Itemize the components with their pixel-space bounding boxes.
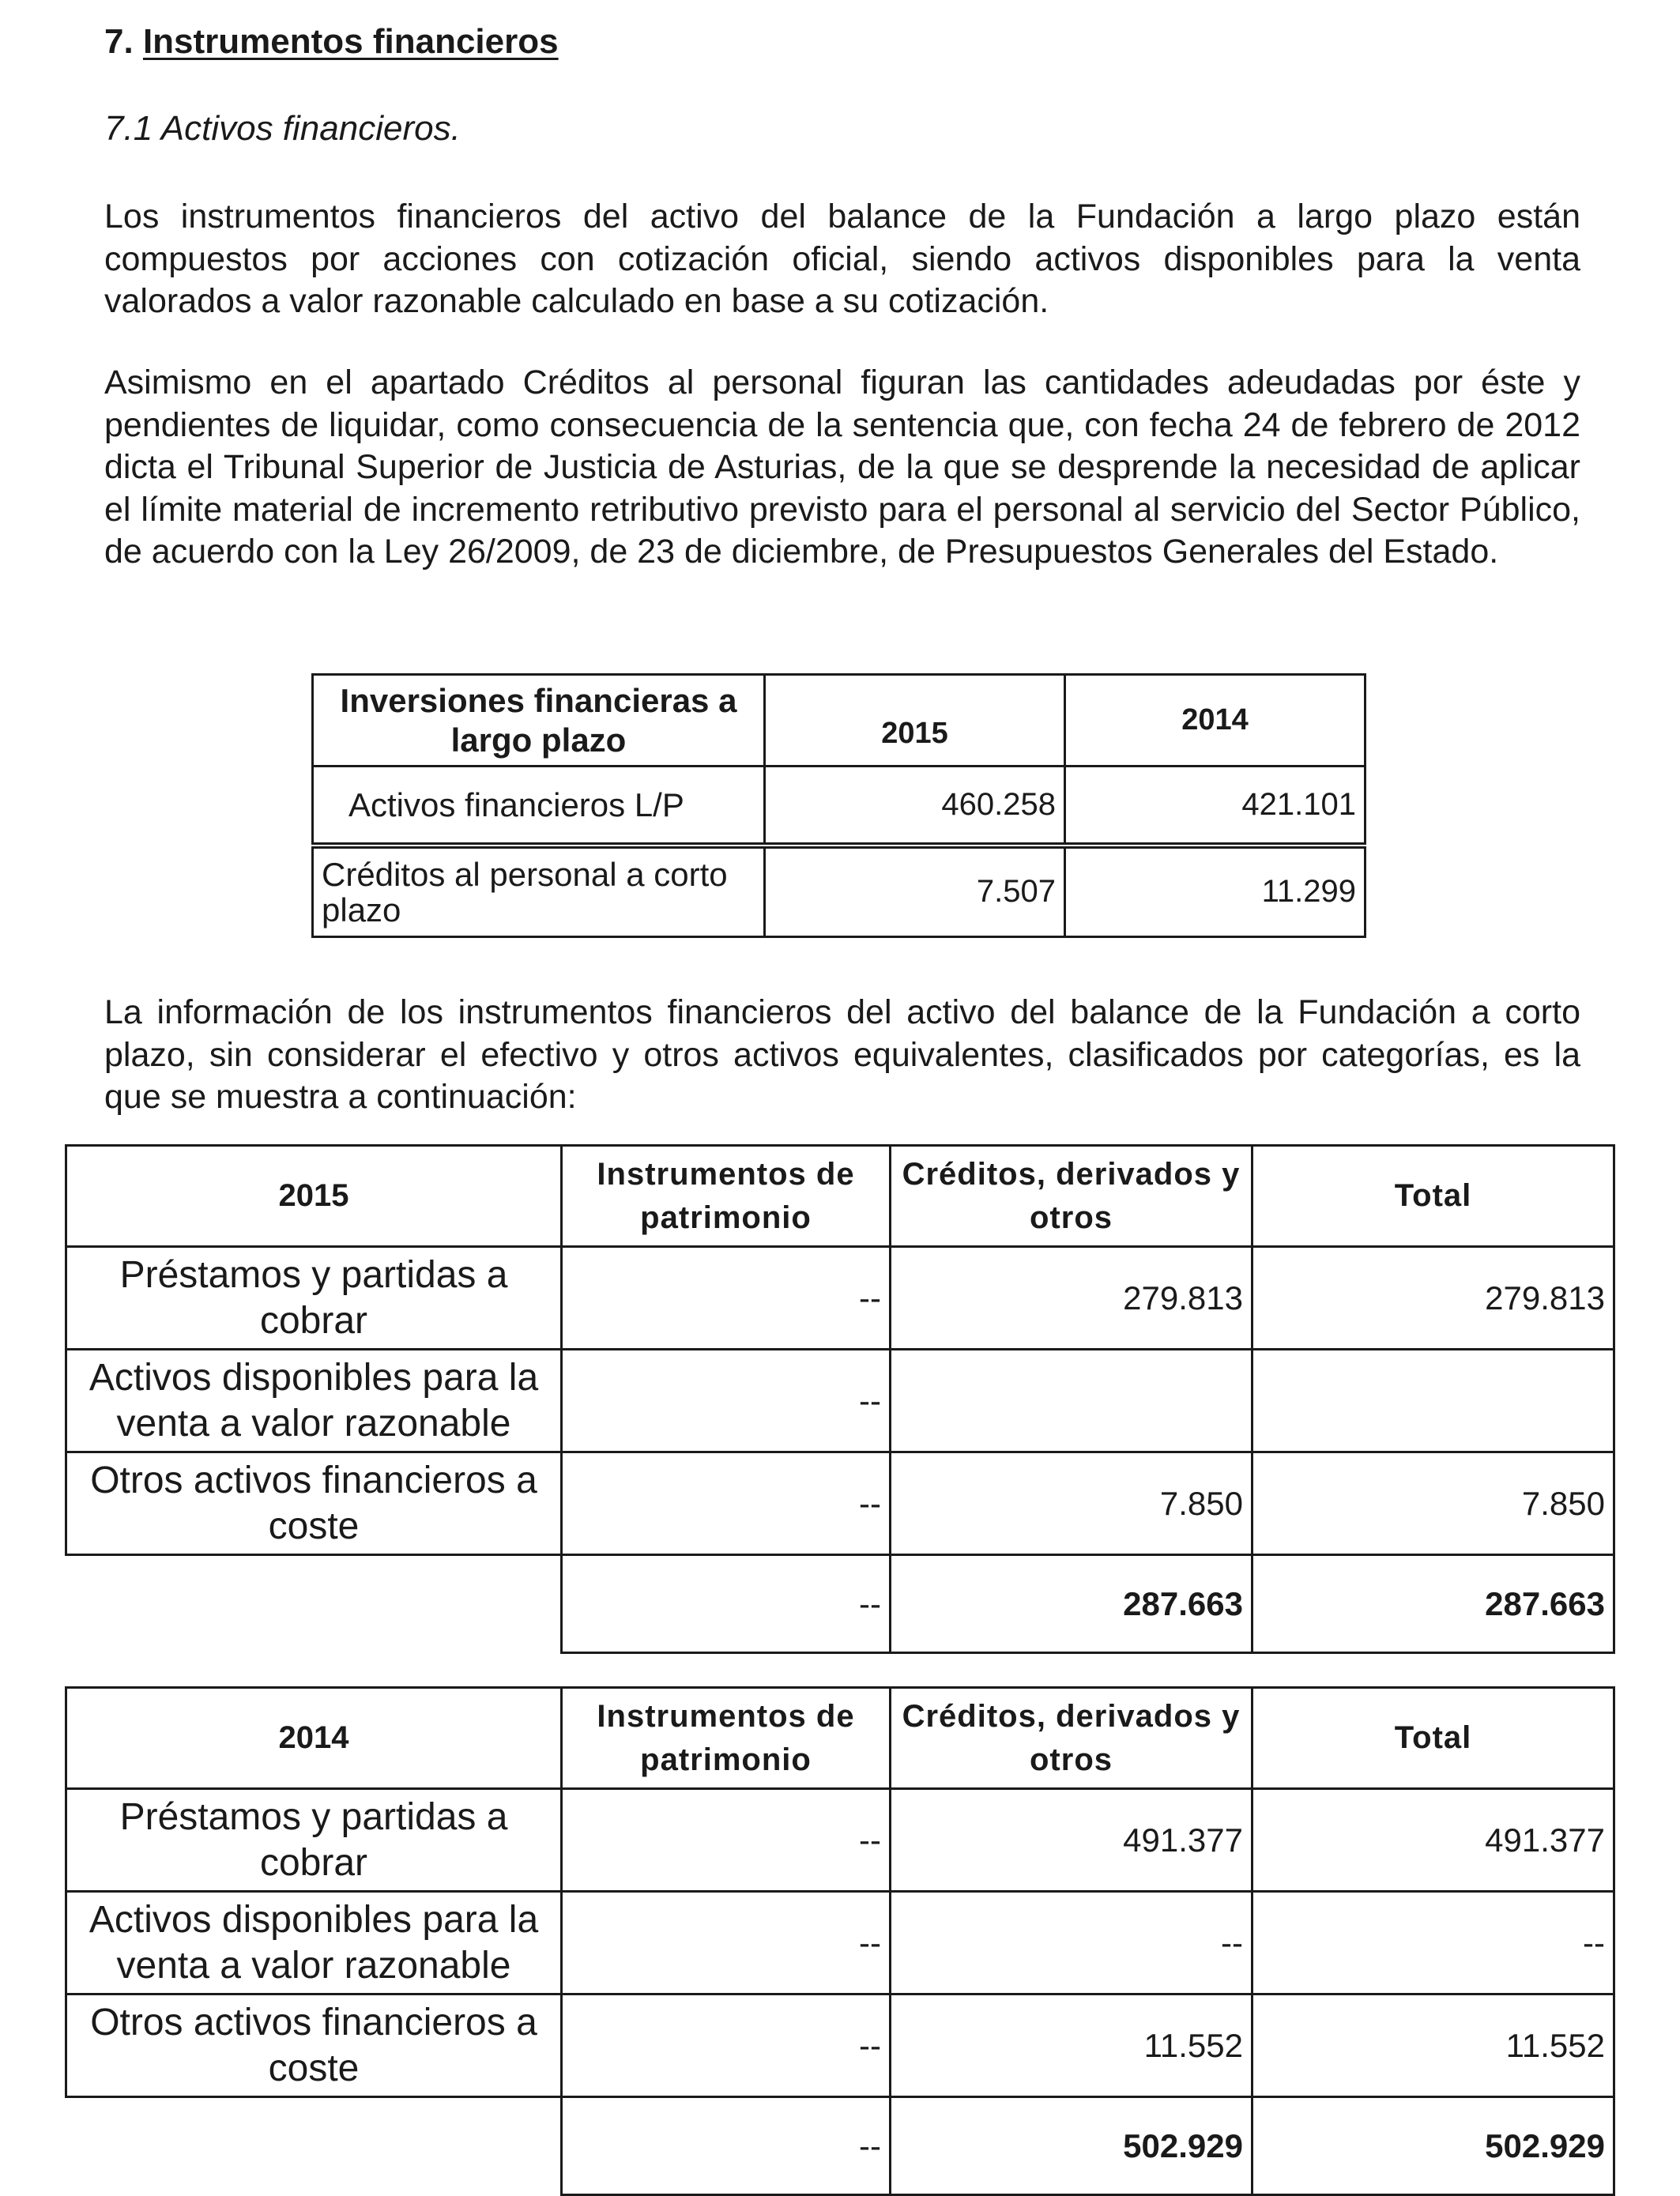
row-label: Créditos al personal a corto plazo bbox=[313, 846, 765, 937]
table-cell: 11.552 bbox=[1252, 1994, 1614, 2097]
table-row bbox=[66, 1350, 1614, 1452]
total-cell: -- bbox=[562, 2097, 891, 2195]
blank-cell bbox=[66, 2097, 562, 2195]
column-header-2015: 2015 bbox=[765, 675, 1065, 767]
column-header-credits: Créditos, derivados y otros bbox=[891, 1688, 1252, 1789]
table-cell: 11.299 bbox=[1065, 846, 1365, 937]
table-cell: 7.507 bbox=[765, 846, 1065, 937]
table-cell bbox=[1252, 1350, 1614, 1452]
table-cell: 491.377 bbox=[891, 1789, 1252, 1892]
total-cell: 502.929 bbox=[1252, 2097, 1614, 2195]
table-row bbox=[66, 1452, 1614, 1555]
table-cell: -- bbox=[562, 1789, 891, 1892]
table-cell: -- bbox=[562, 1452, 891, 1555]
table-cell: 491.377 bbox=[1252, 1789, 1614, 1892]
table-row bbox=[313, 767, 1365, 846]
column-header-total: Total bbox=[1252, 1688, 1614, 1789]
paragraph-staff-credits: Asimismo en el apartado Créditos al personal figuran las cantidades adeudadas por éste y pendientes de liquidar, como consecuencia de la sentencia que, con fecha 24 de febrero de 2012 dicta el Tribunal Superior de Justicia de Asturias, de la que se desprende la necesidad de aplicar el límite material de incremento retributivo previsto para el personal al servicio del Sector Público, de acuerdo con la Ley 26/2009, de 23 de diciembre, de Presupuestos Generales del Estado. bbox=[104, 363, 1580, 571]
table-cell: 279.813 bbox=[1252, 1247, 1614, 1350]
table-cell: 460.258 bbox=[765, 767, 1065, 846]
table-cell: 279.813 bbox=[891, 1247, 1252, 1350]
total-row bbox=[66, 1555, 1614, 1653]
table-header-row bbox=[66, 1146, 1614, 1247]
category-table-2014 bbox=[65, 1686, 1615, 2196]
row-label: Activos financieros L/P bbox=[313, 767, 765, 846]
table-cell: -- bbox=[562, 1892, 891, 1994]
paragraph-long-term-instruments: Los instrumentos financieros del activo del balance de la Fundación a largo plazo están compuestos por acciones con cotización oficial, siendo activos disponibles para la venta valorados a valor razonable calculado en base a su cotización. bbox=[104, 198, 1580, 320]
table-cell: -- bbox=[562, 1247, 891, 1350]
table-cell: 7.850 bbox=[891, 1452, 1252, 1555]
paragraph-short-term-intro: La información de los instrumentos financieros del activo del balance de la Fundación a corto plazo, sin considerar el efectivo y otros activos equivalentes, clasificados por categorías, es la que se muestra a continuación: bbox=[104, 993, 1580, 1116]
row-label: Préstamos y partidas a cobrar bbox=[66, 1789, 562, 1892]
column-header-investments: Inversiones financieras a largo plazo bbox=[313, 675, 765, 767]
row-label: Préstamos y partidas a cobrar bbox=[66, 1247, 562, 1350]
table-row bbox=[66, 1789, 1614, 1892]
total-cell: 287.663 bbox=[1252, 1555, 1614, 1653]
column-header-total: Total bbox=[1252, 1146, 1614, 1247]
investments-table bbox=[311, 673, 1366, 938]
category-table-2015 bbox=[65, 1144, 1615, 1654]
table-row bbox=[66, 1892, 1614, 1994]
total-cell: -- bbox=[562, 1555, 891, 1653]
subsection-title: 7.1 Activos financieros. bbox=[104, 109, 461, 148]
column-header-2014: 2014 bbox=[1065, 675, 1365, 767]
section-number: 7. bbox=[104, 22, 134, 61]
row-label: Otros activos financieros a coste bbox=[66, 1452, 562, 1555]
section-title: Instrumentos financieros bbox=[142, 22, 559, 61]
total-cell: 502.929 bbox=[891, 2097, 1252, 2195]
total-row bbox=[66, 2097, 1614, 2195]
table-row bbox=[66, 1994, 1614, 2097]
table-header-row bbox=[313, 675, 1365, 767]
table-cell: 11.552 bbox=[891, 1994, 1252, 2097]
table-row bbox=[313, 846, 1365, 937]
table-row bbox=[66, 1247, 1614, 1350]
column-header-equity: Instrumentos de patrimonio bbox=[562, 1688, 891, 1789]
row-label: Activos disponibles para la venta a valor razonable bbox=[66, 1892, 562, 1994]
table-cell: -- bbox=[891, 1892, 1252, 1994]
section-heading bbox=[104, 22, 559, 62]
table-cell: -- bbox=[562, 1994, 891, 2097]
column-header-year: 2015 bbox=[66, 1146, 562, 1247]
table-cell: -- bbox=[1252, 1892, 1614, 1994]
column-header-year: 2014 bbox=[66, 1688, 562, 1789]
table-cell: 7.850 bbox=[1252, 1452, 1614, 1555]
total-cell: 287.663 bbox=[891, 1555, 1252, 1653]
table-header-row bbox=[66, 1688, 1614, 1789]
column-header-credits: Créditos, derivados y otros bbox=[891, 1146, 1252, 1247]
column-header-equity: Instrumentos de patrimonio bbox=[562, 1146, 891, 1247]
blank-cell bbox=[66, 1555, 562, 1653]
table-cell: 421.101 bbox=[1065, 767, 1365, 846]
table-cell: -- bbox=[562, 1350, 891, 1452]
row-label: Otros activos financieros a coste bbox=[66, 1994, 562, 2097]
row-label: Activos disponibles para la venta a valor razonable bbox=[66, 1350, 562, 1452]
table-cell bbox=[891, 1350, 1252, 1452]
